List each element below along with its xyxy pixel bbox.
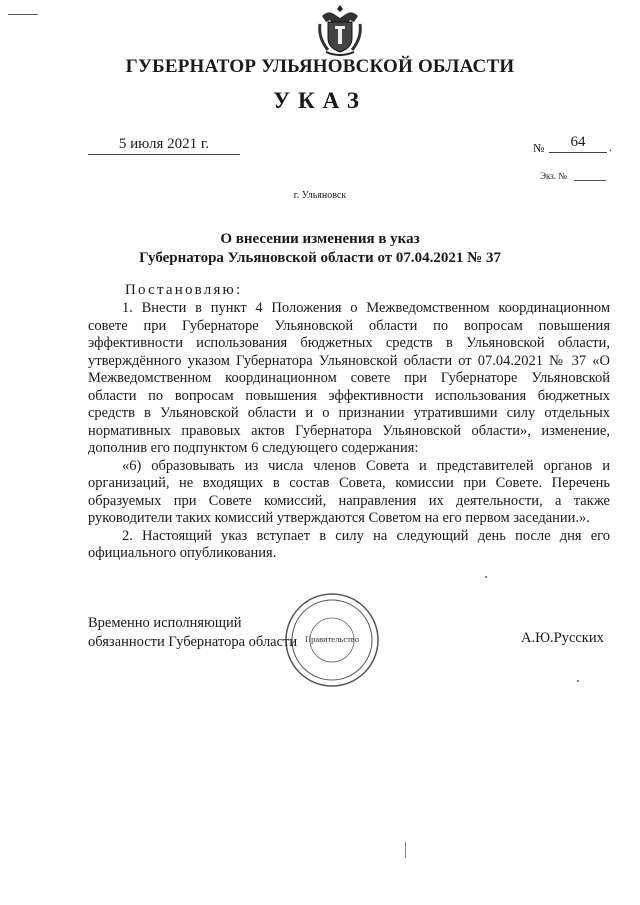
scan-speck [485,576,487,578]
paragraph-2: «6) образовывать из числа членов Совета и представителей органов и организаций, не входящих в состав Совета, комиссии при Совете. Перечень образуемых при Совете комиссий, направления их деятельности, а также руководители таких комиссий утверждаются Советом на его первом заседании.». [88,457,610,526]
document-title [0,230,640,268]
city: г. Ульяновск [293,190,347,201]
signatory-position [88,614,297,652]
coat-of-arms-icon [314,2,366,58]
title-line-2: Губернатора Ульяновской области от 07.04.2021 № 37 [139,250,501,266]
signatory-name: А.Ю.Русских [521,630,604,646]
paragraph-1: 1. Внести в пункт 4 Положения о Межведомственном координационном совете при Губернаторе Ульяновской области по вопросам повышения эффективности использования бюджетных средств в Ульяновской области, утверждённого указом Губернатора Ульяновской области от 07.04.2021 № 37 «О Межведомственном координационном совете при Губернаторе Ульяновской области по вопросам повышения эффективности использования бюджетных средств в Ульяновской области и о признании утратившими силу отдельных нормативных правовых актов Губернатора Ульяновской области», изменение, дополнив его подпунктом 6 следующего содержания: [88,300,610,456]
authority-heading: ГУБЕРНАТОР УЛЬЯНОВСКОЙ ОБЛАСТИ [125,56,515,77]
seal-text: Правительство [304,634,360,644]
scan-speck [577,680,579,682]
decree-word: Постановляю: [125,282,243,298]
position-line-1: Временно исполняющий [88,615,242,631]
copy-number-label: Экз. № [540,171,567,181]
document-date: 5 июля 2021 г. [88,136,240,155]
position-line-2: обязанности Губернатора области [88,634,298,650]
scan-mark [405,842,406,858]
copy-number-line [574,180,606,181]
corner-mark [8,14,38,15]
document-body [88,300,610,563]
title-line-1: О внесении изменения в указ [220,231,420,247]
number-sign: № [533,141,545,155]
document-type: УКАЗ [273,88,367,113]
number-dot: . [609,140,612,154]
paragraph-3: 2. Настоящий указ вступает в силу на следующий день после дня его официального опубликования. [88,527,610,561]
document-number: 64 [549,134,607,153]
